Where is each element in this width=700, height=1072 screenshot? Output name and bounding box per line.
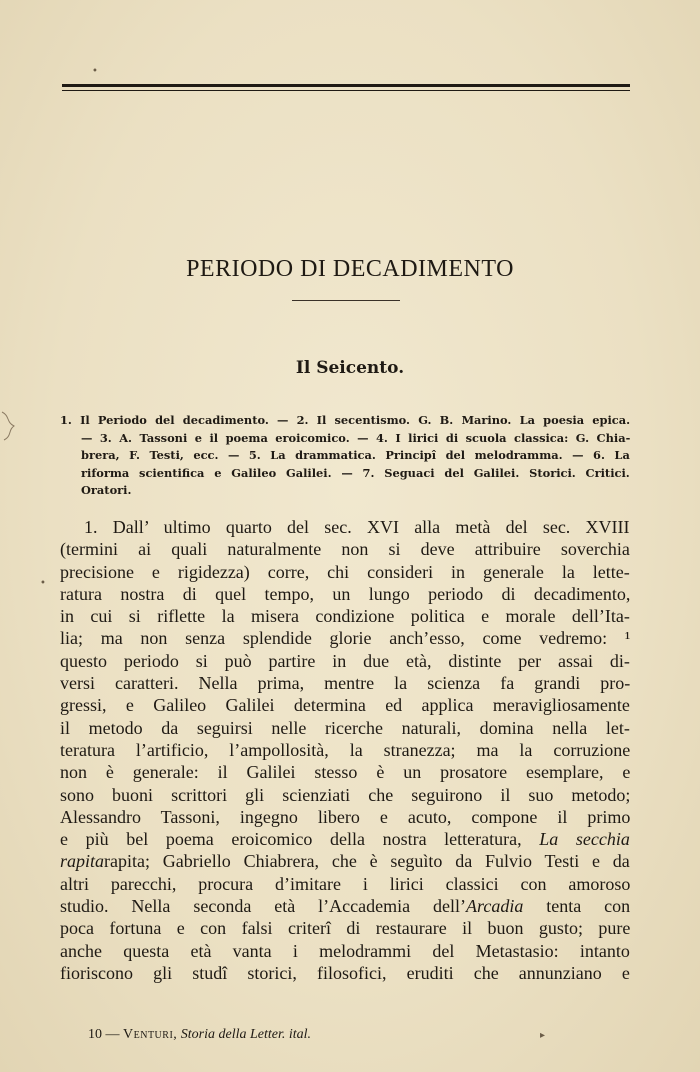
summary-line: — 3. A. Tassoni e il poema eroicomico. — 4. I lirici di scuola classica: G. Chia- — [81, 430, 631, 445]
page-number: 10 — [88, 1027, 102, 1042]
body-line-text: tenta con — [523, 896, 631, 917]
speck-icon: • — [92, 66, 98, 77]
body-line: non è generale: il Galilei stesso è un prosatore esemplare, e — [60, 762, 631, 783]
body-line: gressi, e Galileo Galilei determina ed applica meravigliosamente — [60, 695, 630, 716]
body-line: lia; ma non senza splendide glorie anch’esso, come vedremo: ¹ — [60, 628, 631, 649]
body-line: poca fortuna e con falsi criterî di restaurare il buon gusto; pure — [60, 918, 631, 939]
body-line: in cui si riflette la misera condizione politica e morale dell’Ita- — [60, 606, 630, 627]
top-rule-thin — [62, 90, 630, 91]
body-line: questo periodo si può partire in due età, distinte per assai di- — [60, 650, 630, 671]
body-line: anche questa età vanta i melodrammi del Metastasio: intanto — [60, 940, 630, 961]
body-line: versi caratteri. Nella prima, mentre la scienza fa grandi pro- — [60, 673, 631, 694]
footer-work-title: Storia della Letter. ital. — [180, 1027, 312, 1042]
body-line-text: e più bel poema eroicomico della nostra letteratura, — [60, 829, 540, 850]
body-line: il metodo da seguirsi nelle ricerche naturali, domina nella let- — [60, 717, 630, 738]
chapter-summary — [60, 412, 631, 500]
section-heading: Il Seicento. — [295, 358, 405, 378]
body-line: 1. Dall’ ultimo quarto del sec. XVI alla metà del sec. XVIII — [84, 517, 630, 537]
body-line: sono buoni scrittori gli scienziati che seguirono il suo metodo; — [60, 784, 631, 805]
body-line: (termini ai quali naturalmente non si deve attribuire soverchia — [60, 539, 630, 560]
summary-line: Oratori. — [81, 483, 132, 497]
top-rule-thick — [62, 84, 630, 87]
footer-author: Venturi, — [123, 1027, 178, 1042]
page-footer — [88, 1027, 311, 1043]
summary-line: brera, F. Testi, ecc. — 5. La drammatica. Principî del melodramma. — 6. La — [81, 448, 630, 462]
academy-italic: Arcadia — [466, 896, 524, 917]
body-line: Alessandro Tassoni, ingegno libero e acuto, compone il primo — [60, 806, 631, 827]
body-line — [60, 828, 631, 850]
body-line: altri parecchi, procura d’imitare i lirici classici con amoroso — [60, 873, 631, 894]
body-line-text: studio. Nella seconda età l’Accademia dell’ — [60, 896, 467, 917]
body-line: teratura l’artificio, l’ampollosità, la stranezza; ma la corruzione — [60, 739, 631, 760]
body-line — [60, 895, 631, 917]
page-title: PERIODO DI DECADIMENTO — [186, 256, 514, 282]
book-title-italic: La secchia — [539, 829, 630, 850]
speck-icon: • — [40, 578, 46, 589]
title-divider — [292, 300, 400, 301]
speck-icon: ▸ — [540, 1030, 546, 1041]
body-line-text: rapita; Gabriello Chiabrera, che è seguìto da Fulvio Testi e da — [104, 851, 630, 872]
summary-line: riforma scientifica e Galileo Galilei. — 7. Seguaci del Galilei. Storici. Critici. — [81, 465, 630, 480]
body-line — [60, 850, 631, 872]
margin-stain-icon — [0, 408, 22, 442]
body-line: ratura nostra di quel tempo, un lungo periodo di decadimento, — [60, 583, 631, 604]
body-line: precisione e rigidezza) corre, chi consideri in generale la lette- — [60, 561, 630, 582]
summary-line: 1. Il Periodo del decadimento. — 2. Il secentismo. G. B. Marino. La poesia epica. — [60, 413, 631, 427]
body-line: fioriscono gli studî storici, filosofici, eruditi che annunziano e — [60, 962, 630, 983]
book-title-italic: rapita — [60, 851, 105, 872]
footer-dash: — — [105, 1027, 120, 1042]
body-text — [60, 516, 631, 984]
